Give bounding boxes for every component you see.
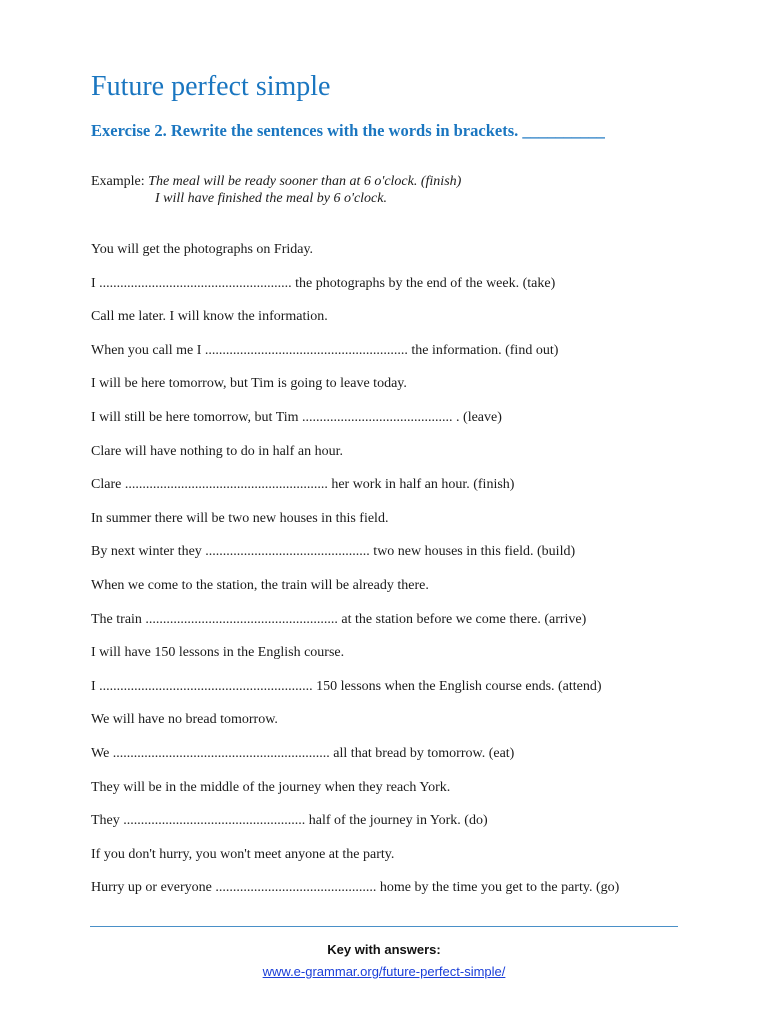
exercise-line: I will still be here tomorrow, but Tim ........................................... . (leave) [91,409,502,425]
exercise-line: In summer there will be two new houses in this field. [91,510,389,526]
exercise-line: They will be in the middle of the journey when they reach York. [91,779,451,795]
example-sentence: The meal will be ready sooner than at 6 o'clock. (finish) [148,174,462,189]
exercise-line: We .............................................................. all that bread by tomorrow. (eat) [91,745,515,761]
exercise-line: If you don't hurry, you won't meet anyone at the party. [91,846,395,862]
exercise-line: I ............................................................. 150 lessons when the English course ends. (attend) [91,678,602,694]
exercise-line: I will have 150 lessons in the English course. [91,645,345,661]
footer-divider [90,926,678,927]
exercise-heading: Exercise 2. Rewrite the sentences with the words in brackets. __________ [91,121,605,140]
example-block [91,173,461,207]
answers-link[interactable]: www.e-grammar.org/future-perfect-simple/ [262,964,506,979]
exercise-line: You will get the photographs on Friday. [91,242,314,257]
exercise-lines [91,240,691,912]
exercise-line: Clare will have nothing to do in half an hour. [91,443,343,459]
example-label: Example: [91,174,145,189]
page-title: Future perfect simple [91,71,331,102]
example-answer: I will have finished the meal by 6 o'clock. [155,191,387,206]
key-label: Key with answers: [327,942,441,957]
exercise-line: Call me later. I will know the information. [91,309,328,325]
exercise-line: When we come to the station, the train will be already there. [91,577,429,593]
exercise-line: We will have no bread tomorrow. [91,712,278,728]
exercise-line: When you call me I .......................................................... the information. (find out) [91,342,559,358]
exercise-line: Hurry up or everyone .............................................. home by the time you get to the party. (go) [91,880,620,896]
exercise-line: They .................................................... half of the journey in York. (do) [91,813,488,829]
exercise-line: Clare .......................................................... her work in half an hour. (finish) [91,477,515,493]
exercise-line: The train ....................................................... at the station before we come there. (arrive) [91,611,587,627]
exercise-line: By next winter they ............................................... two new houses in this field. (build) [91,544,576,560]
exercise-line: I will be here tomorrow, but Tim is going to leave today. [91,376,407,392]
exercise-line: I ....................................................... the photographs by the end of the week. (take) [91,275,556,291]
